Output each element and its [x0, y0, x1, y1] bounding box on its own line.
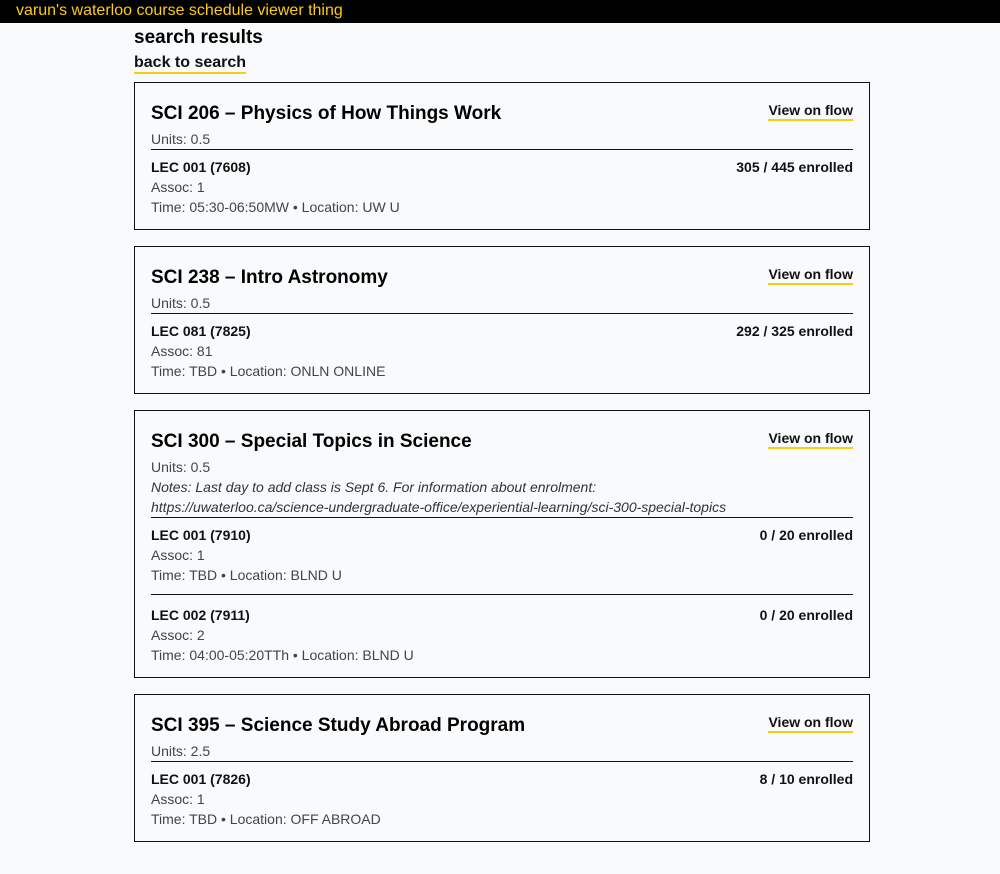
section-assoc: Assoc: 1	[151, 179, 205, 195]
course-title: SCI 395 – Science Study Abroad Program	[151, 715, 526, 736]
section-row	[151, 314, 853, 381]
section-name: LEC 001 (7910)	[151, 527, 251, 543]
section-row	[151, 594, 853, 665]
section-time-location: Time: 04:00-05:20TTh • Location: BLND U	[151, 647, 414, 663]
section-enrollment: 292 / 325 enrolled	[736, 323, 853, 339]
course-units: Units: 0.5	[151, 459, 211, 475]
course-card	[134, 410, 870, 678]
view-on-flow-link[interactable]: View on flow	[768, 713, 853, 733]
section-name: LEC 001 (7608)	[151, 159, 251, 175]
app-title-bar	[0, 0, 1000, 23]
section-name: LEC 081 (7825)	[151, 323, 251, 339]
course-header	[151, 99, 853, 150]
page-title: search results	[134, 27, 263, 48]
section-name: LEC 001 (7826)	[151, 771, 251, 787]
section-time-location: Time: TBD • Location: ONLN ONLINE	[151, 363, 386, 379]
section-time-location: Time: TBD • Location: OFF ABROAD	[151, 811, 381, 827]
main-content	[134, 27, 870, 842]
section-row	[151, 762, 853, 829]
section-assoc: Assoc: 2	[151, 627, 205, 643]
course-units: Units: 0.5	[151, 131, 211, 147]
course-title: SCI 238 – Intro Astronomy	[151, 267, 388, 288]
course-card	[134, 82, 870, 230]
course-header	[151, 711, 853, 762]
course-title: SCI 300 – Special Topics in Science	[151, 431, 472, 452]
section-time-location: Time: 05:30-06:50MW • Location: UW U	[151, 199, 400, 215]
view-on-flow-link[interactable]: View on flow	[768, 101, 853, 121]
course-header	[151, 263, 853, 314]
section-row	[151, 518, 853, 585]
section-enrollment: 0 / 20 enrolled	[759, 527, 853, 543]
section-assoc: Assoc: 1	[151, 547, 205, 563]
course-notes: Notes: Last day to add class is Sept 6. For information about enrolment: https://uwaterloo.ca/science-undergraduate-office/experiential-learning/sci-300-special-topics	[151, 479, 727, 515]
section-assoc: Assoc: 1	[151, 791, 205, 807]
section-row	[151, 150, 853, 217]
section-enrollment: 0 / 20 enrolled	[759, 607, 853, 623]
course-title: SCI 206 – Physics of How Things Work	[151, 103, 502, 124]
app-title: varun's waterloo course schedule viewer thing	[16, 2, 343, 19]
section-assoc: Assoc: 81	[151, 343, 213, 359]
section-time-location: Time: TBD • Location: BLND U	[151, 567, 342, 583]
course-card	[134, 694, 870, 842]
section-enrollment: 305 / 445 enrolled	[736, 159, 853, 175]
course-units: Units: 0.5	[151, 295, 211, 311]
course-card	[134, 246, 870, 394]
view-on-flow-link[interactable]: View on flow	[768, 429, 853, 449]
view-on-flow-link[interactable]: View on flow	[768, 265, 853, 285]
course-units: Units: 2.5	[151, 743, 211, 759]
course-header	[151, 427, 853, 518]
back-to-search-link[interactable]: back to search	[134, 53, 246, 74]
section-enrollment: 8 / 10 enrolled	[759, 771, 853, 787]
section-name: LEC 002 (7911)	[151, 607, 250, 623]
